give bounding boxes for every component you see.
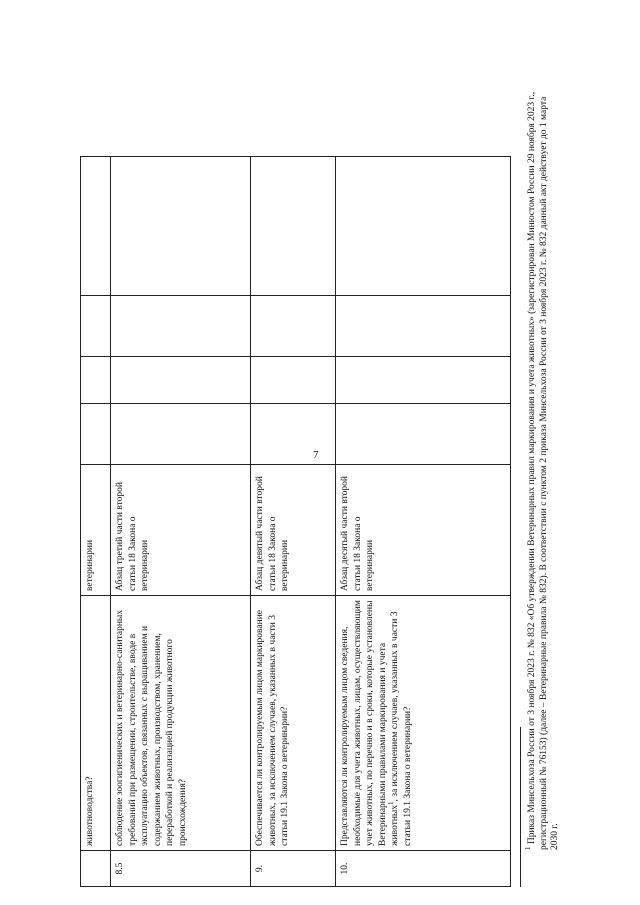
row-number: 8.5 xyxy=(111,851,251,887)
answer-yes-cell xyxy=(111,404,251,465)
answer-yes-cell xyxy=(81,404,111,465)
answer-no-cell xyxy=(111,357,251,404)
legal-basis-cell: ветеринарии xyxy=(81,465,111,596)
footnote xyxy=(523,80,562,850)
row-number xyxy=(81,851,111,887)
page-number: 7 xyxy=(313,449,319,461)
footnote-reference: 1 xyxy=(386,801,395,805)
question-cell: животноводства? xyxy=(81,596,111,851)
answer-na-cell xyxy=(336,296,511,357)
answer-no-cell xyxy=(81,357,111,404)
footnote-marker: 1 xyxy=(523,846,532,850)
answer-no-cell xyxy=(336,357,511,404)
checklist-table xyxy=(80,156,511,887)
legal-basis-cell: Абзац третий части второй статьи 18 Закона о ветеринарии xyxy=(111,465,251,596)
answer-yes-cell xyxy=(251,404,336,465)
legal-basis-cell: Абзац десятый части второй статьи 18 Закона о ветеринарии xyxy=(336,465,511,596)
footnote-text: Приказ Минсельхоза России от 3 ноября 2023 г. № 832 «Об утверждении Ветеринарных правил маркирования и учета животных» (зарегистрирован Минюстом России 29 ноября 2023 г., регистрационный № 76153) (далее – Ветеринарные правила № 832). В соответствии с пунктом 2 приказа Минсельхоза России от 3 ноября 2023 г. № 832 данный акт действует до 1 марта 2030 г. xyxy=(527,91,560,850)
question-text-continued: , за исключением случаев, указанных в части 3 статьи 19.1 Закона о ветеринарии? xyxy=(390,611,413,846)
row-number: 10. xyxy=(336,851,511,887)
row-number: 9. xyxy=(251,851,336,887)
answer-na-cell xyxy=(111,296,251,357)
answer-na-cell xyxy=(81,296,111,357)
legal-basis-cell: Абзац девятый части второй статьи 18 Закона о ветеринарии xyxy=(251,465,336,596)
answer-yes-cell xyxy=(336,404,511,465)
note-cell xyxy=(336,157,511,296)
question-cell xyxy=(336,596,511,851)
note-cell xyxy=(81,157,111,296)
table-row xyxy=(111,157,251,887)
answer-na-cell xyxy=(251,296,336,357)
table-row xyxy=(251,157,336,887)
note-cell xyxy=(111,157,251,296)
question-text: Представляются ли контролируемым лицом сведения, необходимые для учета животных, лицам, осуществляющим учет животных, по перечню и в сроки, которые установлены Ветеринарными правилами маркирования и учета животных xyxy=(340,600,400,846)
footnote-divider xyxy=(520,727,521,887)
table-row xyxy=(336,157,511,887)
rotated-page-content xyxy=(80,83,560,888)
note-cell xyxy=(251,157,336,296)
question-cell: соблюдение зоогигиенических и ветеринарно-санитарных требований при размещении, строительстве, вводе в эксплуатацию объектов, связанных с выращиванием и содержанием животных, производством, хранением, переработкой и реализацией продукции животного происхождения? xyxy=(111,596,251,851)
question-cell: Обеспечивается ли контролируемым лицом маркирование животных, за исключением случаев, указанных в части 3 статьи 19.1 Закона о ветеринарии? xyxy=(251,596,336,851)
answer-no-cell xyxy=(251,357,336,404)
table-row xyxy=(81,157,111,887)
